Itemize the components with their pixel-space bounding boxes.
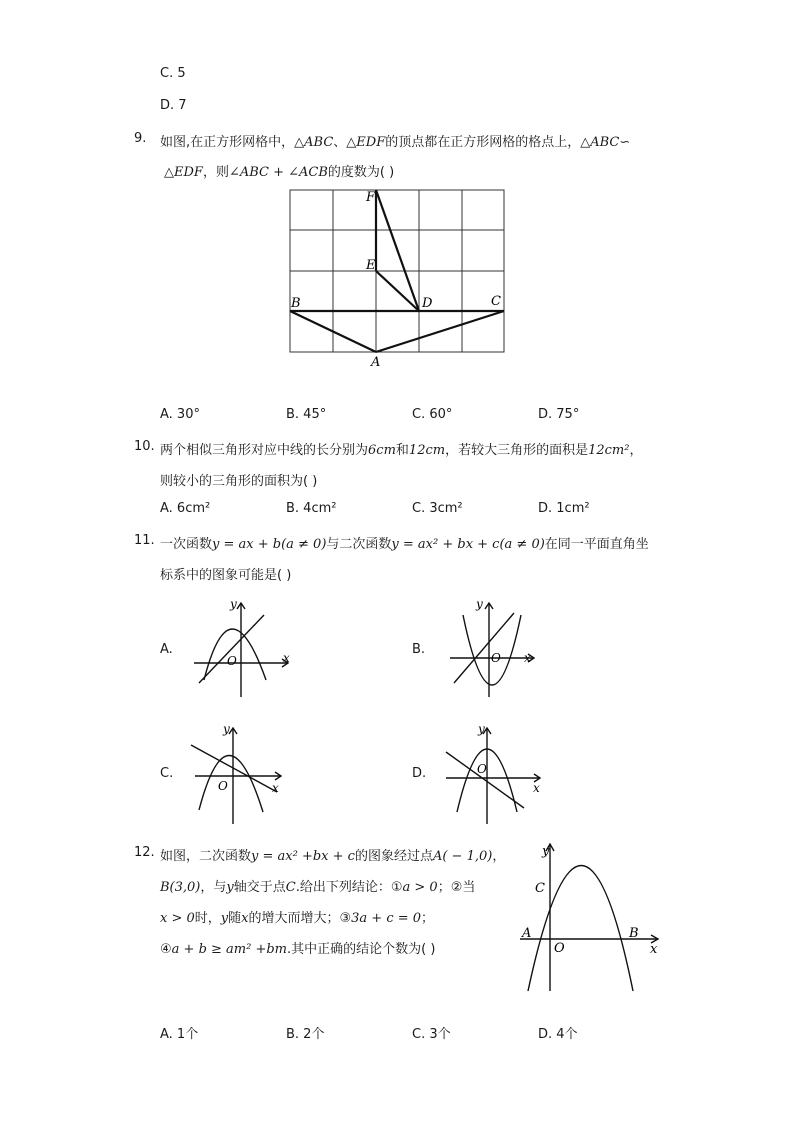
q9-option-b: B. 45° [286,407,327,422]
q11-option-a-label: A. [160,642,173,657]
q11c-x: x [272,781,279,795]
q8-option-d: D. 7 [160,98,187,113]
q9-number: 9. [134,131,147,146]
q12-stem-line3: x > 0时，y随x的增大而增大；③3a + c = 0； [160,911,435,926]
q12-label-a: A [522,926,532,941]
q9-stem-line1: 如图,在正方形网格中，△ABC、△EDF的顶点都在正方形网格的格点上，△ABC∽ [160,135,631,150]
q9-stem-line2: △EDF，则∠ABC + ∠ACB的度数为( ) [164,165,395,180]
q12-option-b: B. 2个 [286,1027,325,1042]
q11-option-d-label: D. [412,766,427,781]
q12-option-d: D. 4个 [538,1027,578,1042]
q9-grid-lines [290,190,504,352]
q9-label-e: E [366,258,376,273]
q10-option-a: A. 6cm² [160,501,211,516]
q11a-y: y [230,597,237,611]
q10-option-c: C. 3cm² [412,501,463,516]
q10-stem-line2: 则较小的三角形的面积为( ) [160,474,318,489]
q11d-o: O [477,762,487,776]
q11a-o: O [227,654,237,668]
q11-graph-d [440,720,550,828]
q12-number: 12. [134,845,155,860]
q10-number: 10. [134,439,155,454]
q12-label-c: C [535,881,545,896]
q12-option-c: C. 3个 [412,1027,451,1042]
q11d-y: y [478,722,485,736]
q11b-x: x [524,651,531,665]
q11-option-b-label: B. [412,642,426,657]
q11b-y: y [476,597,483,611]
q11c-o: O [218,779,228,793]
q12-parabola-figure [512,838,672,998]
q9-label-a: A [371,355,381,370]
q10-option-b: B. 4cm² [286,501,337,516]
q12-option-a: A. 1个 [160,1027,199,1042]
q10-stem-line1: 两个相似三角形对应中线的长分别为6cm和12cm，若较大三角形的面积是12cm²， [160,443,643,458]
q11-graph-a [190,595,300,700]
q9-option-a: A. 30° [160,407,200,422]
q9-label-d: D [422,296,433,311]
q11-stem-line1: 一次函数y = ax + b(a ≠ 0)与二次函数y = ax² + bx + c(a ≠ 0)在同一平面直角坐 [160,537,649,552]
q10-option-d: D. 1cm² [538,501,590,516]
q12-label-x: x [650,942,658,957]
q11-number: 11. [134,533,155,548]
q11c-y: y [223,722,230,736]
q11d-x: x [533,781,540,795]
q8-option-c: C. 5 [160,66,186,81]
q12-label-b: B [629,926,639,941]
q12-stem-line4: ④a + b ≥ am² +bm.其中正确的结论个数为( ) [160,942,436,957]
q9-label-b: B [291,296,301,311]
q9-label-c: C [491,294,501,309]
q11-option-c-label: C. [160,766,174,781]
q12-stem-line2: B(3,0)，与y轴交于点C.给出下列结论：①a > 0；②当 [160,880,476,895]
q11-stem-line2: 标系中的图象可能是( ) [160,568,292,583]
q11-graph-b [440,595,545,700]
q11b-o: O [491,651,501,665]
q11a-x: x [283,651,290,665]
q12-label-o: O [554,941,565,956]
q9-grid-figure [280,185,520,375]
q11-graph-c [185,720,290,828]
q9-label-f: F [366,190,376,205]
q12-label-y: y [542,844,550,859]
q9-option-c: C. 60° [412,407,453,422]
q12-stem-line1: 如图，二次函数y = ax² +bx + c的图象经过点A( − 1,0)， [160,849,506,864]
q9-option-d: D. 75° [538,407,580,422]
